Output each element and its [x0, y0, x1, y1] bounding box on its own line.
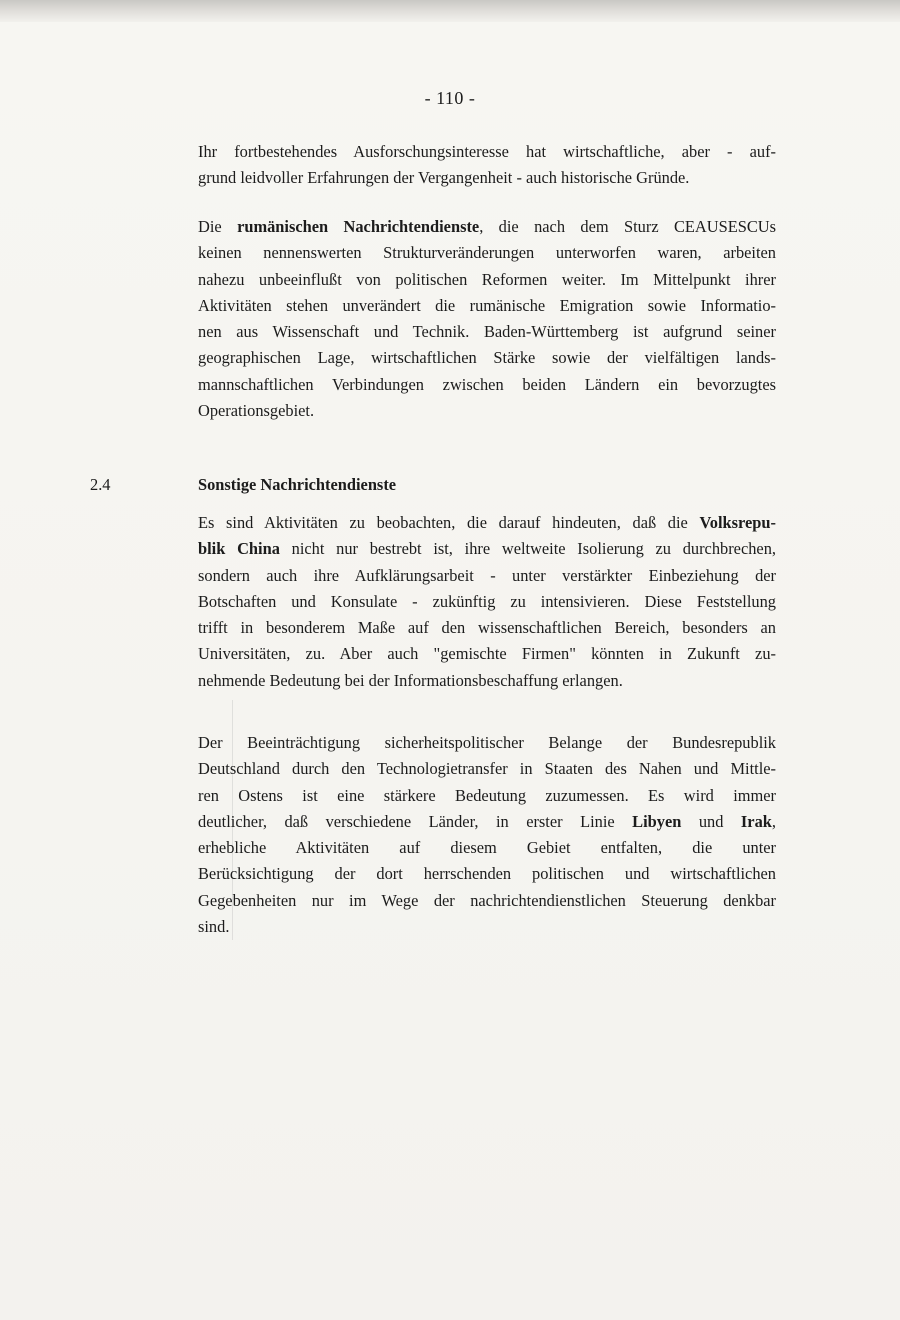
paragraph-3-line: Botschaften und Konsulate - zukünftig zu intensivieren. Diese Feststellung [198, 591, 776, 611]
paragraph-3-line: Es sind Aktivitäten zu beobachten, die darauf hindeuten, daß die Volksrepu- [198, 513, 776, 532]
paragraph-2-line: keinen nennenswerten Strukturveränderungen unterworfen waren, arbeiten [198, 243, 776, 263]
paragraph-3-line: Universitäten, zu. Aber auch "gemischte Firmen" könnten in Zukunft zu- [198, 644, 776, 664]
paragraph-2-line: nahezu unbeeinflußt von politischen Reformen weiter. Im Mittelpunkt ihrer [198, 269, 776, 289]
paragraph-1-line: grund leidvoller Erfahrungen der Vergangenheit - auch historische Gründe. [198, 168, 690, 188]
scan-edge-shadow [0, 0, 900, 22]
paragraph-2-line: Die rumänischen Nachrichtendienste, die nach dem Sturz CEAUSESCUs [198, 217, 776, 236]
paragraph-2-line: Aktivitäten stehen unverändert die rumänische Emigration sowie Informatio- [198, 295, 776, 315]
paragraph-2-line: nen aus Wissenschaft und Technik. Baden-Württemberg ist aufgrund seiner [198, 322, 776, 342]
paragraph-4-line: deutlicher, daß verschiedene Länder, in erster Linie Libyen und Irak, [198, 811, 776, 831]
page-number: - 110 - [424, 88, 476, 108]
paragraph-3 [198, 510, 776, 694]
emphasis-iraq: Irak [740, 811, 772, 831]
paragraph-2-line: mannschaftlichen Verbindungen zwischen beiden Ländern ein bevorzugtes [198, 374, 776, 394]
section-number: 2.4 [90, 475, 111, 494]
paragraph-4-line: Gegebenheiten nur im Wege der nachrichtendienstlichen Steuerung denkbar [198, 890, 776, 910]
section-title: Sonstige Nachrichtendienste [198, 475, 397, 494]
paragraph-1 [198, 139, 776, 192]
paragraph-4-line: Berücksichtigung der dort herrschenden politischen und wirtschaftlichen [198, 864, 776, 884]
paragraph-3-line: trifft in besonderem Maße auf den wissenschaftlichen Bereich, besonders an [198, 618, 776, 638]
paragraph-2 [198, 214, 776, 424]
paragraph-4 [198, 730, 776, 940]
emphasis-china: Volksrepu- [699, 513, 776, 532]
paragraph-3-line: sondern auch ihre Aufklärungsarbeit - unter verstärkter Einbeziehung der [198, 565, 776, 585]
paragraph-2-line: geographischen Lage, wirtschaftlichen Stärke sowie der vielfältigen lands- [198, 348, 776, 368]
paragraph-3-line: nehmende Bedeutung bei der Informationsbeschaffung erlangen. [198, 670, 623, 690]
paragraph-4-line: erhebliche Aktivitäten auf diesem Gebiet entfalten, die unter [198, 838, 776, 858]
paragraph-4-line: sind. [198, 917, 230, 937]
paragraph-1-line: Ihr fortbestehendes Ausforschungsinteresse hat wirtschaftliche, aber - auf- [198, 142, 776, 161]
paragraph-2-line: Operationsgebiet. [198, 401, 315, 421]
paragraph-3-line: blik China nicht nur bestrebt ist, ihre weltweite Isolierung zu durchbrechen, [198, 539, 776, 559]
emphasis-libya: Libyen [632, 811, 682, 831]
paragraph-4-line: ren Ostens ist eine stärkere Bedeutung zuzumessen. Es wird immer [198, 785, 776, 805]
emphasis-china: blik China [198, 539, 280, 559]
paragraph-4-line: Der Beeinträchtigung sicherheitspolitischer Belange der Bundesrepublik [198, 733, 776, 752]
paragraph-4-line: Deutschland durch den Technologietransfer in Staaten des Nahen und Mittle- [198, 759, 776, 779]
emphasis-romanian-services: rumänischen Nachrichtendienste [237, 217, 480, 236]
